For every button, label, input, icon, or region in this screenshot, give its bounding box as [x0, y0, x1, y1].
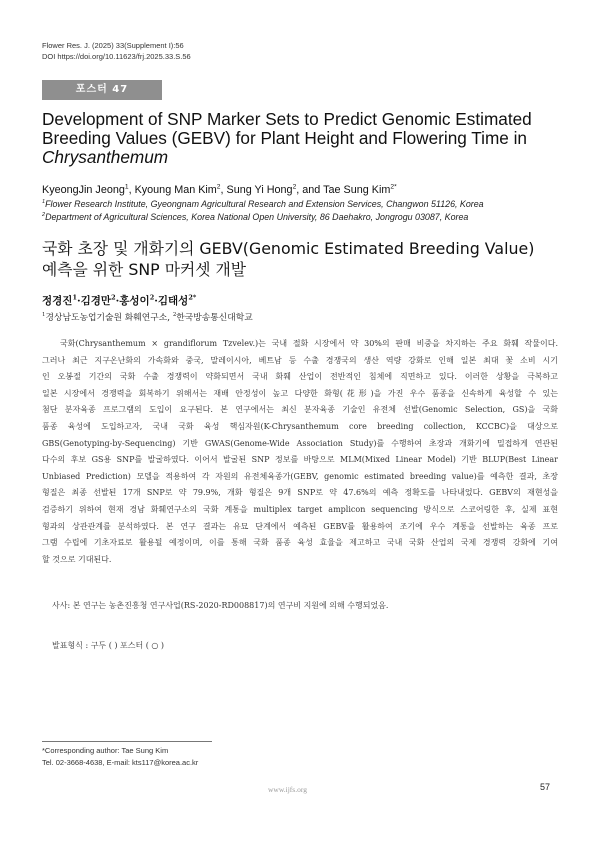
affiliations-english [42, 198, 572, 224]
journal-doi: DOI https://doi.org/10.11623/frj.2025.33.S.56 [42, 52, 191, 61]
author-affiliation-mark: 2 [149, 293, 155, 302]
abstract-line: 국화(Chrysanthemum × grandiflorum Tzvelev.)는 국내 절화 시장에서 약 30%의 판매 비중을 차지하는 주요 화훼 작물이다. [60, 339, 558, 348]
affiliation-text-korean: 한국방송통신대학교 [176, 313, 253, 323]
author-separator: · [76, 295, 81, 307]
title-english [42, 110, 562, 167]
author-name-korean: 정경진 [42, 295, 73, 307]
abstract-line: 형과의 상관관계를 분석하였다. 본 연구 결과는 유묘 단계에서 예측된 GEBV를 활용하여 조기에 우수 계통을 선발하는 육종 프로 [42, 521, 558, 531]
page-number: 57 [540, 782, 551, 792]
abstract-line: 할 것으로 기대된다. [42, 554, 112, 564]
affiliation-text-korean: 경상남도농업기술원 화훼연구소, [45, 313, 173, 323]
corresponding-author: *Corresponding author: Tae Sung Kim [42, 746, 169, 755]
abstract-line: GBS(Genotyping-by-Sequencing) 기반 GWAS(Genome-Wide Association Study)를 수행하여 초장과 개화기에 밀접하게 연관된 [42, 438, 558, 448]
abstract-line: 다수의 후보 GS용 SNP를 발굴하였다. 이어서 발굴된 SNP 정보를 바탕으로 MLM(Mixed Linear Model) 기반 BLUP(Best Linear [42, 455, 558, 465]
journal-issue: Flower Res. J. (2025) 33(Supplement I):56 [42, 41, 184, 50]
title-korean [42, 238, 572, 280]
affiliation-text: Department of Agricultural Sciences, Korea National Open University, 86 Daehakro, Jongrogu 03087, Korea [45, 212, 469, 222]
abstract-line: 첨단 분자육종 프로그램의 도입이 요구된다. 본 연구에서는 최신 분자육종 기술인 유전체 선발(Genomic Selection, GS)을 국화 [42, 405, 558, 415]
corresponding-contact: Tel. 02-3668-4638, E-mail: kts117@korea.ac.kr [42, 758, 199, 767]
author-affiliation-mark: 1 [124, 183, 129, 191]
abstract-line: 그러나 최근 지구온난화의 가속화와 중국, 말레이시아, 베트남 등 수출 경쟁국의 생산 역량 강화로 인해 일본 최대 꽃 소비 시기 [42, 355, 558, 365]
affiliation-mark: 1 [42, 312, 46, 319]
author-affiliation-mark: 2* [390, 183, 397, 191]
presentation-form: 발표형식 : 구두 ( ) 포스터 ( ○ ) [52, 641, 165, 650]
title-english-main: Development of SNP Marker Sets to Predict Genomic Estimated Breeding Values (GEBV) for Plant Height and Flowering Time in [42, 109, 532, 148]
abstract-line: 형질은 최종 선발된 17개 SNP로 약 79.9%, 개화 형질은 9개 SNP로 약 47.6%의 예측 정확도를 나타내었다. GEBV의 재현성을 [42, 488, 558, 498]
affiliation-text: Flower Research Institute, Gyeongnam Agricultural Research and Extension Services, Changwon 51126, Korea [45, 199, 484, 209]
journal-citation [42, 40, 191, 62]
author-separator: , [128, 184, 135, 196]
author-affiliation-mark: 1 [72, 293, 77, 302]
affiliation-mark: 1 [42, 199, 46, 206]
author-name: KyeongJin Jeong [42, 184, 125, 196]
poster-badge: 포스터 47 [42, 80, 162, 100]
author-name-korean: 김태성 [157, 295, 189, 307]
author-affiliation-mark: 2 [292, 183, 297, 191]
author-name: Kyoung Man Kim [134, 184, 217, 196]
abstract-line: Unbiased Prediction) 모델을 적용하여 각 자원의 유전체육종가(GEBV, genomic estimated breeding value)를 예측한 결과, 초장 [42, 471, 558, 481]
title-korean-line1: 국화 초장 및 개화기의 GEBV(Genomic Estimated Breeding Value) [42, 239, 535, 258]
author-separator: , and [296, 184, 324, 196]
title-english-italic: Chrysanthemum [42, 147, 169, 167]
abstract-line: 일본 시장에서 경쟁력을 회복하기 위해서는 재배 안정성이 높고 다양한 화형(花形)을 가진 우수 품종을 신속하게 육성할 수 있는 [42, 388, 558, 398]
authors-korean [42, 294, 562, 308]
author-affiliation-mark: 2* [188, 293, 197, 302]
affiliation-mark: 2 [172, 312, 177, 319]
correspondence [42, 745, 198, 769]
author-affiliation-mark: 2 [216, 183, 221, 191]
author-name-korean: 홍성이 [119, 295, 150, 307]
abstract-line: 그램 수립에 기초자료로 활용될 예정이며, 이를 통해 국화 품종 육성 효율을 제고하고 국내 국화 산업의 국제 경쟁력 강화에 기여 [42, 538, 558, 548]
author-separator: , [220, 184, 227, 196]
affiliation-line [42, 211, 572, 224]
author-name: Tae Sung Kim [323, 184, 391, 196]
footnote-divider [42, 741, 212, 742]
author-separator: · [115, 295, 120, 307]
abstract [42, 336, 558, 568]
footer-url: www.ijfs.org [268, 785, 307, 794]
authors-english [42, 183, 562, 197]
abstract-line: 인 오봉절 기간의 국화 수출 경쟁력이 약화되면서 국내 화훼 산업이 전반적인 침체에 직면하고 있다. 이러한 상황을 극복하고 [42, 372, 558, 382]
author-name: Sung Yi Hong [226, 184, 293, 196]
author-separator: · [154, 295, 158, 307]
affiliation-line [42, 198, 572, 211]
abstract-line: 검증하기 위하여 현재 경남 화훼연구소의 국화 계통을 multiplex target amplicon sequencing 방식으로 스코어링한 후, 실제 표현 [42, 504, 558, 514]
author-affiliation-mark: 2 [111, 293, 116, 302]
author-name-korean: 김경만 [80, 295, 112, 307]
affiliation-mark: 2 [42, 212, 46, 219]
acknowledgment: 사사: 본 연구는 농촌진흥청 연구사업(RS-2020-RD008817)의 연구비 지원에 의해 수행되었음. [52, 601, 389, 610]
affiliations-korean [42, 312, 562, 324]
abstract-line: 품종 육성에 도입하고자, 국내 국화 육성 핵심자원(K-Chrysanthemum core breeding collection, KCCBC)을 대상으로 [42, 421, 558, 431]
title-korean-line2: 예측을 위한 SNP 마커셋 개발 [42, 260, 247, 279]
